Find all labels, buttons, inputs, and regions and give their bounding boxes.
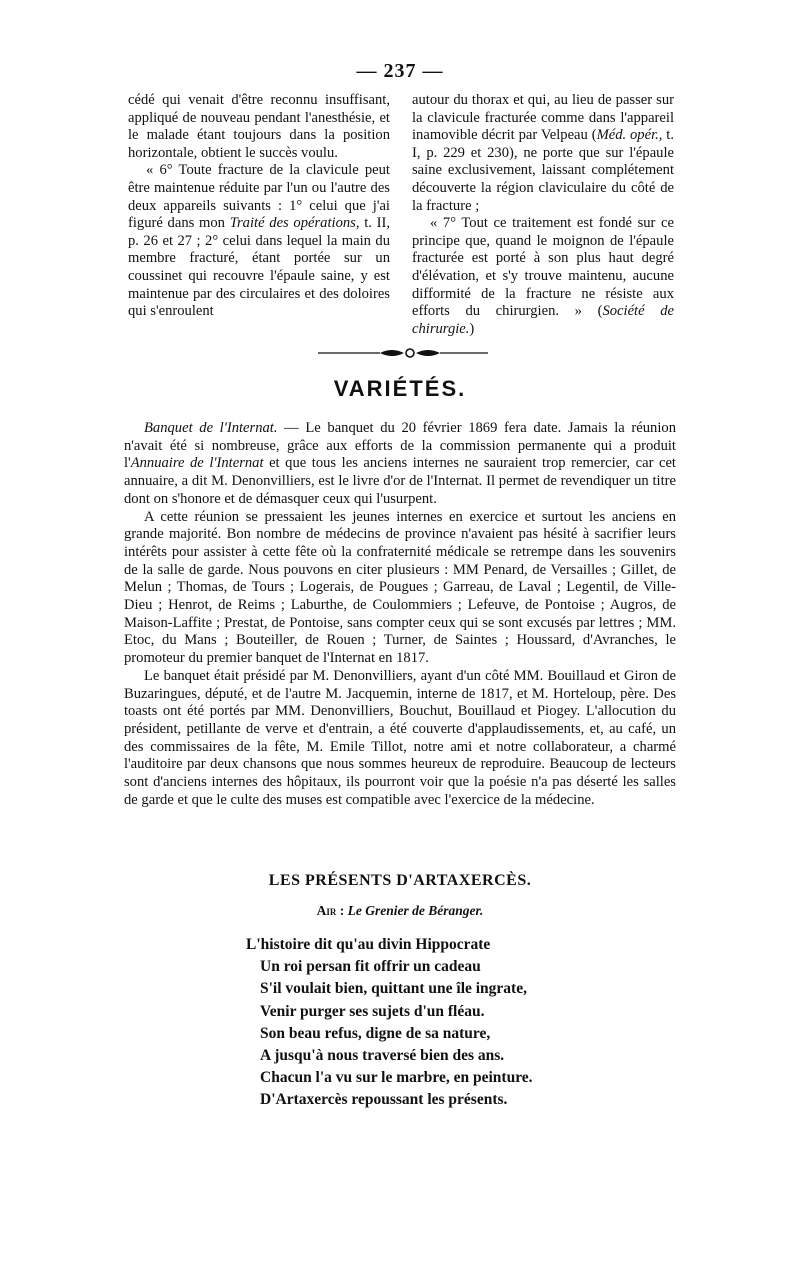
article-heading-italic: Banquet de l'Internat.	[144, 420, 278, 436]
left-paragraph-1: cédé qui venait d'être reconnu insuffisant, appliqué de nouveau pendant l'anesthésie, et le malade étant toujours dans la position horizontale, obtient le succès voulu.	[128, 92, 390, 161]
book-title-italic: Traité des opérations	[229, 215, 356, 232]
verse-line: L'histoire dit qu'au divin Hippocrate	[246, 936, 491, 953]
verse-line: Chacun l'a vu sur le marbre, en peinture.	[260, 1069, 533, 1087]
right-paragraph-1: autour du thorax et qui, au lieu de passer sur la clavicule fracturée comme dans l'appareil inamovible décrit par Velpeau (Méd. opér., t. I, p. 229 et 230), ne porte que sur l'épaule saine exclusivement, laissant complétement découverte la région claviculaire du côté de la fracture ;	[412, 92, 675, 214]
verse-line: Un roi persan fit offrir un cadeau	[260, 958, 481, 976]
verse-line: A jusqu'à nous traversé bien des ans.	[260, 1047, 505, 1065]
section-title: VARIÉTÉS.	[333, 376, 467, 401]
song-verse	[246, 934, 586, 1112]
annuaire-italic: Annuaire de l'Internat	[130, 455, 264, 472]
verse-line: Son beau refus, digne de sa nature,	[260, 1024, 491, 1042]
song-air	[0, 903, 800, 919]
article-paragraph-3: Le banquet était présidé par M. Denonvilliers, ayant d'un côté MM. Bouillaud et Giron de Buzaringues, député, et de l'autre M. Jacquemin, interne de 1817, et M. Horteloup, père. Des toasts ont été portés par MM. Denonvilliers, Bouchut, Bouillaud et Piogey. L'allocution du président, petillante de verve et d'entrain, a été couverte d'applaudissements, et, au café, un des commissaires de la fête, M. Emile Tillot, notre ami et notre collaborateur, a charmé l'auditoire par deux chansons que nous sommes heureux de reproduire. Beaucoup de lecteurs sont d'anciens internes des hôpitaux, ils pourront voir que la poésie n'a pas déserté les salles de garde et que le culte des muses est compatible avec l'exercice de la médecine.	[124, 667, 676, 808]
air-label: Air :	[316, 903, 345, 918]
verse-line: S'il voulait bien, quittant une île ingrate,	[260, 980, 527, 998]
right-paragraph-2: « 7° Tout ce traitement est fondé sur ce principe que, quand le moignon de l'épaule fracturée est porté à son plus haut degré d'élévation, et s'y trouve maintenu, aucune difformité de la fracture ne résiste aux efforts du chirurgien. » (Société de chirurgie.)	[412, 215, 674, 337]
left-column	[128, 92, 390, 321]
page-number: — 237 —	[356, 60, 444, 82]
reference-italic: Méd. opér.	[596, 127, 659, 144]
verse-line: D'Artaxercès repoussant les présents.	[260, 1091, 508, 1109]
article-paragraph-2: A cette réunion se pressaient les jeunes internes en exercice et surtout les anciens en grande majorité. Bon nombre de médecins de province n'avaient pas hésité à sacrifier leurs intérêts pour assister à cette fête où la confraternité médicale se retrempe dans les souvenirs de la salle de garde. Nous pouvons en citer plusieurs : MM Penard, de Versailles ; Gillet, de Melun ; Thomas, de Tours ; Logerais, de Pougues ; Garreau, de Laval ; Legentil, de Ville-Dieu ; Henrot, de Reims ; Laburthe, de Coulommiers ; Lefeuve, de Pontoise ; Augros, de Maison-Laffite ; Prestat, de Pontoise, sans compter ceux qui se sont excusés par lettres ; MM. Etoc, du Mans ; Bouteiller, de Rouen ; Turner, de Saintes ; Houssard, d'Avranches, le promoteur du premier banquet de l'Internat en 1817.	[124, 508, 676, 667]
right-column	[412, 92, 674, 338]
source-italic: Société de chirurgie.	[412, 303, 674, 337]
divider-ornament	[318, 346, 488, 360]
song-title: LES PRÉSENTS D'ARTAXERCÈS.	[268, 872, 532, 889]
article-paragraph-1: Banquet de l'Internat. — Le banquet du 20 février 1869 fera date. Jamais la réunion n'avait été si nombreuse, grâce aux efforts de la commission permanente qui a produit l'Annuaire de l'Internat et que tous les anciens internes ne sauraient trop remercier, car cet annuaire, a dit M. Denonvilliers, est le livre d'or de l'Internat. Il permet de revendiquer un titre dont on s'honore et de démasquer ceux qui l'usurpent.	[124, 420, 676, 507]
article-body	[124, 420, 676, 809]
verse-line: Venir purger ses sujets d'un fléau.	[260, 1002, 485, 1020]
left-paragraph-2: « 6° Toute fracture de la clavicule peut être maintenue réduite par l'un ou l'autre des deux appareils suivants : 1° celui que j'ai figuré dans mon Traité des opérations, t. II, p. 26 et 27 ; 2° celui dans lequel la main du membre fracturé, étant portée sur un coussinet qui recouvre l'épaule saine, y est maintenue par des circulaires et des doloires qui s'enroulent	[128, 162, 390, 320]
air-name: Le Grenier de Béranger.	[347, 903, 484, 918]
